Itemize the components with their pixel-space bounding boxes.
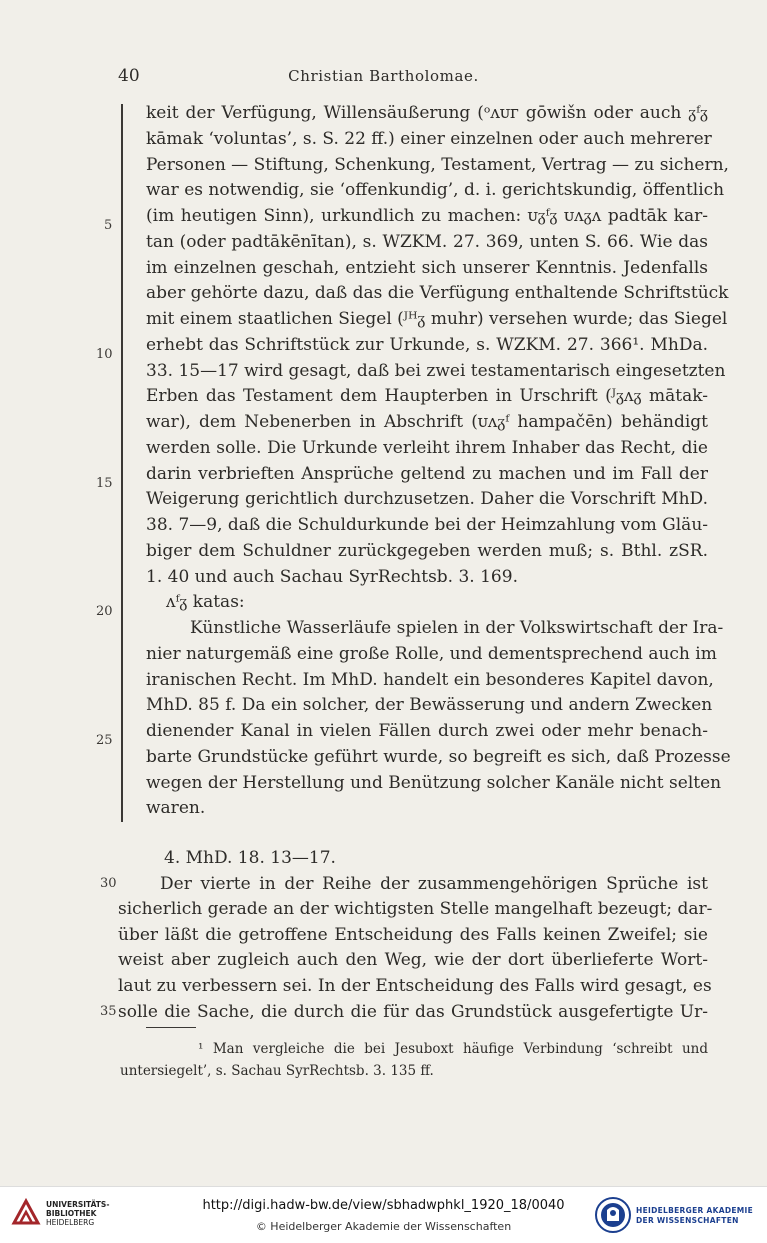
text-line: barte Grundstücke geführt wurde, so begreift es sich, daß Prozesse	[146, 746, 731, 767]
footnote-line: ¹ Man vergleiche die bei Jesuboxt häufige Verbindung ‘schreibt und	[198, 1041, 708, 1057]
text-line: (im heutigen Sinn), urkundlich zu machen: ᴜᵹᶠᵹ ᴜᴧᵹᴧ padtāk kar-	[146, 206, 708, 226]
margin-rule	[121, 104, 123, 822]
university-library-name: UNIVERSITÄTS- BIBLIOTHEK HEIDELBERG	[46, 1200, 110, 1227]
academy-logo[interactable]	[592, 1193, 762, 1237]
section-heading: 4. MhD. 18. 13—17.	[164, 848, 336, 868]
footnote	[120, 1038, 708, 1082]
text-line: laut zu verbessern sei. In der Entscheidung des Falls wird gesagt, es	[118, 975, 712, 996]
text-line: Weigerung gerichtlich durchzusetzen. Daher die Vorschrift MhD.	[146, 489, 708, 510]
text-line: über läßt die getroffene Entscheidung des Falls keinen Zweifel; sie	[118, 924, 708, 945]
copyright-notice: © Heidelberger Akademie der Wissenschaften	[255, 1220, 512, 1233]
text-line: 33. 15—17 wird gesagt, daß bei zwei testamentarisch eingesetzten	[146, 360, 726, 381]
text-line: 1. 40 und auch Sachau SyrRechtsb. 3. 169.	[146, 566, 518, 587]
line-number: 25	[96, 733, 113, 748]
text-line: weist aber zugleich auch den Weg, wie der dort überlieferte Wort-	[118, 950, 708, 971]
section-4-block	[118, 846, 713, 1025]
lemma-line: ᴧᶠᵹ katas:	[166, 592, 245, 613]
text-line: keit der Verfügung, Willensäußerung (ᵒᴧᴜᴦ gōwišn oder auch ᵹᶠᵹ	[146, 103, 708, 123]
line-number: 5	[104, 218, 113, 233]
text-line: Erben das Testament dem Haupterben in Urschrift (ᴶᵹᴧᵹ mātak-	[146, 386, 708, 407]
text-line: mit einem staatlichen Siegel (ᴶᴴᵹ muhr) versehen wurde; das Siegel	[146, 309, 728, 329]
text-line: darin verbrieften Ansprüche geltend zu machen und im Fall der	[146, 463, 708, 484]
running-title: Christian Bartholomae.	[288, 67, 479, 85]
text-line: Künstliche Wasserläufe spielen in der Volkswirtschaft der Ira-	[190, 618, 724, 638]
text-line: war es notwendig, sie ‘offenkundig’, d. i. gerichtskundig, öffentlich	[146, 180, 725, 201]
footnote-rule	[146, 1027, 196, 1028]
text-line: dienender Kanal in vielen Fällen durch zwei oder mehr benach-	[146, 721, 708, 741]
text-line: im einzelnen geschah, entzieht sich unserer Kenntnis. Jedenfalls	[146, 257, 708, 278]
viewer-footer	[0, 1186, 767, 1243]
text-line: war), dem Nebenerben in Abschrift (ᴜᴧᵹᶠ hampačēn) behändigt	[146, 412, 708, 432]
text-line: solle die Sache, die durch die für das Grundstück ausgefertigte Ur-	[118, 1001, 708, 1022]
line-number: 20	[96, 604, 113, 619]
page-number: 40	[118, 66, 140, 86]
academy-name: HEIDELBERGER AKADEMIE DER WISSENSCHAFTEN	[636, 1206, 754, 1225]
line-number: 15	[96, 476, 113, 491]
text-line: erhebt das Schriftstück zur Urkunde, s. WZKM. 27. 366¹. MhDa.	[146, 334, 708, 355]
line-number: 30	[100, 876, 117, 891]
text-line: 38. 7—9, daß die Schuldurkunde bei der Heimzahlung vom Gläu-	[146, 515, 709, 535]
permalink[interactable]: http://digi.hadw-bw.de/view/sbhadwphkl_1920_18/0040	[202, 1198, 565, 1213]
text-line: Personen — Stiftung, Schenkung, Testament, Vertrag — zu sichern,	[146, 154, 729, 175]
line-number: 35	[100, 1004, 117, 1019]
text-line: nier naturgemäß eine große Rolle, und dementsprechend auch im	[146, 643, 717, 664]
text-line: sicherlich gerade an der wichtigsten Stelle mangelhaft bezeugt; dar-	[118, 899, 713, 920]
text-line: biger dem Schuldner zurückgegeben werden muß; s. Bthl. zSR.	[146, 540, 708, 561]
footnote-line: untersiegelt’, s. Sachau SyrRechtsb. 3. 135 ff.	[120, 1063, 434, 1079]
text-line: MhD. 85 f. Da ein solcher, der Bewässerung und andern Zwecken	[146, 695, 713, 716]
academy-seal-icon	[594, 1196, 632, 1234]
text-line: iranischen Recht. Im MhD. handelt ein besonderes Kapitel davon,	[146, 669, 714, 690]
text-line: tan (oder padtākēnītan), s. WZKM. 27. 369, unten S. 66. Wie das	[146, 231, 708, 252]
text-line: werden solle. Die Urkunde verleiht ihrem Inhaber das Recht, die	[146, 437, 708, 458]
body-text-block	[146, 101, 731, 822]
text-line: wegen der Herstellung und Benützung solcher Kanäle nicht selten	[146, 772, 722, 793]
text-line: waren.	[146, 798, 206, 819]
text-line: aber gehörte dazu, daß das die Verfügung enthaltende Schriftstück	[146, 283, 729, 304]
text-line: kāmak ‘voluntas’, s. S. 22 ff.) einer einzelnen oder auch mehrerer	[146, 128, 712, 149]
text-line: Der vierte in der Reihe der zusammengehörigen Sprüche ist	[160, 873, 708, 894]
line-number: 10	[96, 347, 113, 362]
